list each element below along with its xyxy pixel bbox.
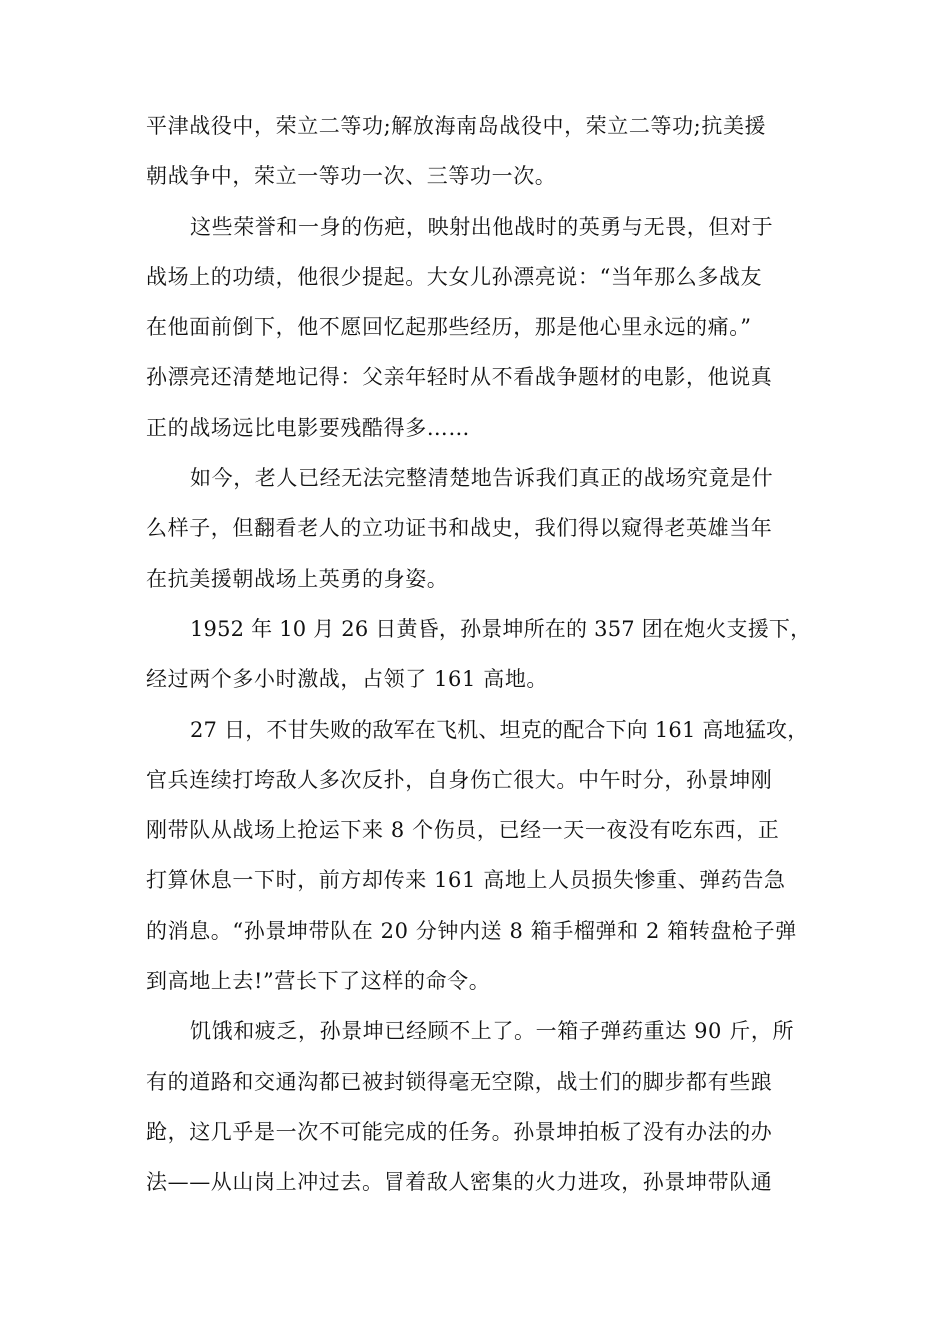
text-line: 朝战争中，荣立一等功一次、三等功一次。: [146, 164, 557, 189]
text-line: 打算休息一下时，前方却传来 161 高地上人员损失惨重、弹药告急: [146, 868, 786, 893]
text-line: 的消息。“孙景坤带队在 20 分钟内送 8 箱手榴弹和 2 箱转盘枪子弹: [146, 918, 797, 943]
paragraph: [146, 453, 810, 604]
paragraph: [146, 1006, 810, 1207]
paragraph: [146, 705, 810, 1007]
text-line: 正的战场远比电影要残酷得多……: [146, 415, 470, 440]
text-line: 平津战役中，荣立二等功;解放海南岛战役中，荣立二等功;抗美援: [146, 114, 767, 138]
text-line: 在他面前倒下，他不愿回忆起那些经历，那是他心里永远的痛。”: [146, 315, 752, 340]
text-line: 战场上的功绩，他很少提起。大女儿孙漂亮说：“当年那么多战友: [146, 264, 763, 289]
text-line: 跄，这几乎是一次不可能完成的任务。孙景坤拍板了没有办法的办: [146, 1119, 773, 1144]
paragraph: [146, 202, 810, 453]
text-line: 27 日，不甘失败的敌军在飞机、坦克的配合下向 161 高地猛攻，: [190, 717, 809, 742]
text-line: 1952 年 10 月 26 日黄昏，孙景坤所在的 357 团在炮火支援下，: [190, 616, 812, 641]
text-line: 孙漂亮还清楚地记得：父亲年轻时从不看战争题材的电影，他说真: [146, 365, 773, 390]
text-line: 如今，老人已经无法完整清楚地告诉我们真正的战场究竟是什: [190, 466, 774, 491]
text-line: 在抗美援朝战场上英勇的身姿。: [146, 566, 449, 591]
text-line: 饥饿和疲乏，孙景坤已经顾不上了。一箱子弹药重达 90 斤，所: [190, 1019, 795, 1044]
text-line: 么样子，但翻看老人的立功证书和战史，我们得以窥得老英雄当年: [146, 516, 773, 541]
text-line: 官兵连续打垮敌人多次反扑，自身伤亡很大。中午时分，孙景坤刚: [146, 767, 773, 792]
paragraph: [146, 101, 810, 202]
text-line: 刚带队从战场上抢运下来 8 个伤员，已经一天一夜没有吃东西，正: [146, 818, 780, 843]
text-line: 到高地上去!”营长下了这样的命令。: [146, 969, 491, 994]
body-text: [146, 101, 810, 1208]
text-line: 法——从山岗上冲过去。冒着敌人密集的火力进攻，孙景坤带队通: [146, 1170, 773, 1195]
text-line: 经过两个多小时激战，占领了 161 高地。: [146, 667, 549, 692]
text-line: 这些荣誉和一身的伤疤，映射出他战时的英勇与无畏，但对于: [190, 214, 774, 239]
paragraph: [146, 604, 810, 705]
text-line: 有的道路和交通沟都已被封锁得毫无空隙，战士们的脚步都有些踉: [146, 1069, 773, 1094]
